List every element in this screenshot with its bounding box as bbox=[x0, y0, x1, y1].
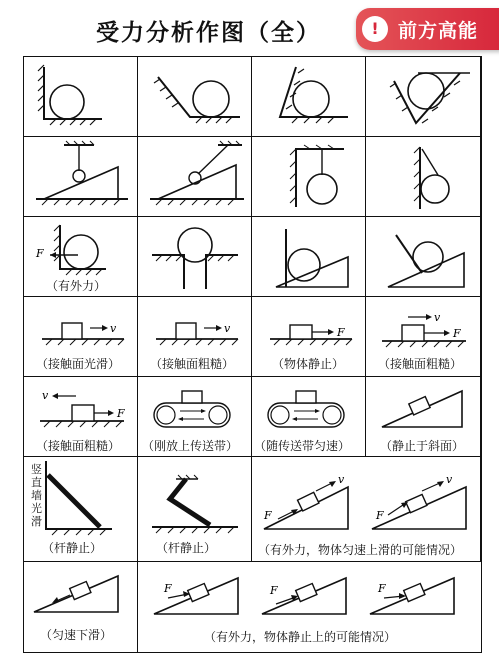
wall-label: 竖直墙光滑 bbox=[31, 463, 42, 528]
force-label-f: F bbox=[337, 326, 345, 339]
caption: （随传送带匀速） bbox=[254, 439, 351, 453]
banner-text: 前方高能 bbox=[398, 20, 479, 42]
ball-v-groove-diagram bbox=[252, 57, 366, 137]
cell-r7c24 bbox=[138, 562, 481, 652]
cell-r3c1 bbox=[24, 217, 138, 297]
force-label-f: F bbox=[453, 327, 461, 340]
cell-r3c2 bbox=[138, 217, 252, 297]
cell-r5c2 bbox=[138, 377, 252, 457]
cell-r2c3 bbox=[252, 137, 366, 217]
ball-on-two-edges-diagram bbox=[138, 217, 252, 297]
velocity-label-v: v bbox=[224, 322, 231, 335]
cell-r2c4 bbox=[366, 137, 481, 217]
cell-r4c4 bbox=[366, 297, 481, 377]
cell-r1c1 bbox=[24, 57, 138, 137]
caption: （有外力，物体静止上的可能情况） bbox=[204, 630, 397, 644]
exclamation-icon: ! bbox=[362, 16, 388, 42]
cell-r4c1 bbox=[24, 297, 138, 377]
cell-r6c34 bbox=[252, 457, 481, 562]
velocity-label-v: v bbox=[110, 322, 117, 335]
caption: （接触面粗糙） bbox=[36, 439, 121, 453]
cell-r6c1 bbox=[24, 457, 138, 562]
cell-r6c2 bbox=[138, 457, 252, 562]
cell-r3c4 bbox=[366, 217, 481, 297]
cell-r5c3 bbox=[252, 377, 366, 457]
cell-r2c2 bbox=[138, 137, 252, 217]
ball-v-wedge-diagram bbox=[366, 57, 481, 137]
caption: （物体静止） bbox=[272, 357, 345, 371]
caption: （刚放上传送带） bbox=[142, 439, 239, 453]
force-label-f: F bbox=[376, 509, 384, 522]
caption: （静止于斜面） bbox=[380, 439, 465, 453]
page-title: 受力分析作图（全） bbox=[96, 20, 321, 46]
ball-on-wall-string-diagram bbox=[366, 137, 481, 217]
velocity-label-v: v bbox=[434, 311, 441, 324]
caption: （接触面粗糙） bbox=[378, 357, 463, 371]
force-label-f: F bbox=[36, 247, 44, 260]
caption: （接触面粗糙） bbox=[150, 357, 235, 371]
force-label-f: F bbox=[117, 407, 125, 420]
cell-r2c1 bbox=[24, 137, 138, 217]
force-label-f: F bbox=[378, 582, 386, 595]
cell-r1c2 bbox=[138, 57, 252, 137]
caption: （有外力） bbox=[46, 279, 107, 293]
ball-tilted-board-incline-diagram bbox=[366, 217, 481, 297]
force-label-f: F bbox=[270, 584, 278, 597]
force-label-f: F bbox=[164, 582, 172, 595]
cell-r3c3 bbox=[252, 217, 366, 297]
caption: （有外力，物体匀速上滑的可能情况） bbox=[258, 543, 463, 557]
caption: （匀速下滑） bbox=[40, 628, 113, 642]
promo-banner bbox=[356, 8, 499, 50]
caption: （杆静止） bbox=[42, 541, 103, 555]
hanging-ball-incline-diagram bbox=[24, 137, 138, 217]
cell-r4c2 bbox=[138, 297, 252, 377]
caption: （杆静止） bbox=[156, 541, 217, 555]
ball-wall-ceiling-diagram bbox=[252, 137, 366, 217]
cell-r1c4 bbox=[366, 57, 481, 137]
slanted-string-ball-incline-diagram bbox=[138, 137, 252, 217]
cell-r5c4 bbox=[366, 377, 481, 457]
ball-corner-diagram bbox=[24, 57, 138, 137]
ball-board-incline-diagram bbox=[252, 217, 366, 297]
cell-r1c3 bbox=[252, 57, 366, 137]
velocity-label-v: v bbox=[446, 473, 453, 486]
velocity-label-v: v bbox=[42, 389, 49, 402]
ball-incline-wall-diagram bbox=[138, 57, 252, 137]
diagram-grid bbox=[23, 56, 482, 653]
velocity-label-v: v bbox=[338, 473, 345, 486]
cell-r4c3 bbox=[252, 297, 366, 377]
caption: （接触面光滑） bbox=[36, 357, 121, 371]
force-label-f: F bbox=[264, 509, 272, 522]
cell-r5c1 bbox=[24, 377, 138, 457]
cell-r7c1 bbox=[24, 562, 138, 652]
